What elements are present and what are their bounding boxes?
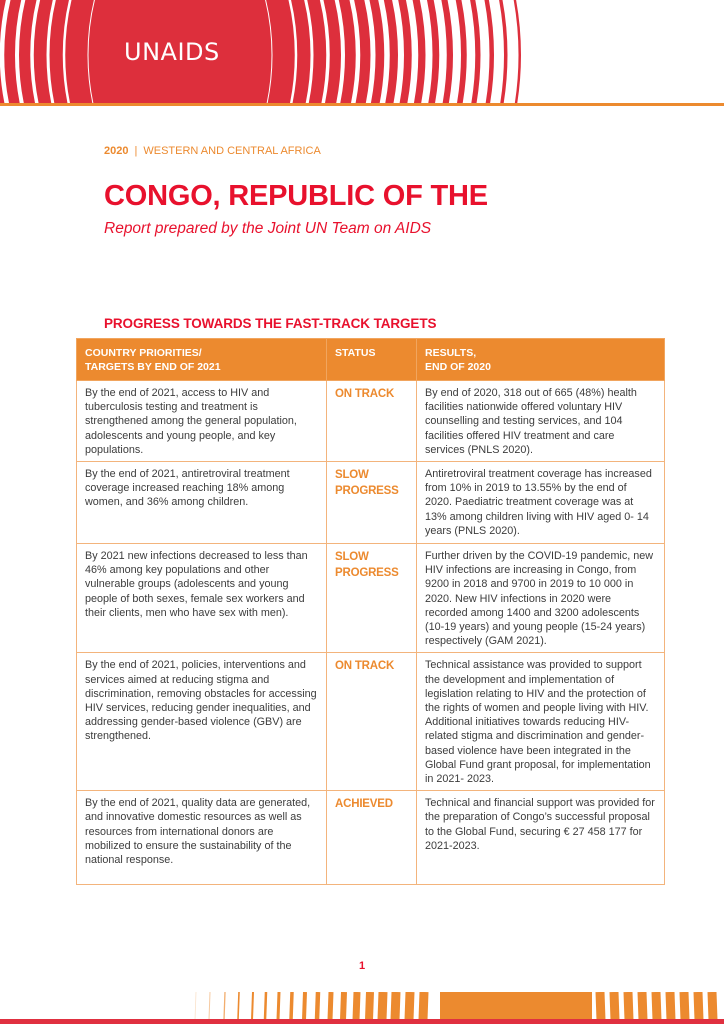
concentric-arcs-graphic (0, 0, 724, 103)
table-row (77, 381, 665, 462)
priority-cell: By the end of 2021, access to HIV and tuberculosis testing and treatment is strengthened among the general population, adolescents and young people, and key populations. (77, 381, 327, 462)
column-header-priorities: COUNTRY PRIORITIES/ TARGETS BY END OF 2021 (77, 339, 327, 381)
unaids-logo: UNAIDS (124, 38, 220, 66)
column-header-status: STATUS (327, 339, 417, 381)
header-banner (0, 0, 724, 103)
page-title: CONGO, REPUBLIC OF THE (104, 180, 488, 212)
table-row (77, 653, 665, 791)
status-badge: SLOW PROGRESS (327, 544, 417, 653)
result-cell: Technical assistance was provided to support the development and implementation of legislation relating to HIV and the protection of the rights of women and people living with HIV. Additional initiatives towards reducing HIV-related stigma and discrimination and gender-based violence have been integrated in the Global Fund grant proposal, for implementation in 2021- 2023. (417, 653, 665, 791)
column-header-results: RESULTS, END OF 2020 (417, 339, 665, 381)
header-divider (0, 103, 724, 106)
page-subtitle: Report prepared by the Joint UN Team on AIDS (104, 220, 432, 237)
priority-cell: By the end of 2021, policies, interventions and services aimed at reducing stigma and discrimination, removing obstacles for accessing HIV services, reducing gender inequalities, and addressing gender-based violence (GBV) are strengthened. (77, 653, 327, 791)
report-meta (104, 145, 321, 157)
result-cell: Antiretroviral treatment coverage has increased from 10% in 2019 to 13.55% by the end of 2020. Paediatric treatment coverage was at 13% among children living with HIV aged 0- 14 years (PNLS 2020). (417, 462, 665, 544)
status-badge: ON TRACK (327, 653, 417, 791)
result-cell: By end of 2020, 318 out of 665 (48%) health facilities nationwide offered voluntary HIV counselling and testing services, and 104 facilities offered HIV treatment and care services (PNLS 2020). (417, 381, 665, 462)
result-cell: Technical and financial support was provided for the preparation of Congo’s successful proposal to the Global Fund, securing € 27 458 177 for 2021-2023. (417, 791, 665, 885)
result-cell: Further driven by the COVID-19 pandemic, new HIV infections are increasing in Congo, from 9200 in 2018 and 9700 in 2019 to 10 000 in 2020. New HIV infections in 2020 were recorded among 1400 and 3200 adolescents (10-19 years) and young people (15-24 years) respectively (GAM 2021). (417, 544, 665, 653)
fast-track-targets-table (76, 338, 665, 885)
report-year: 2020 (104, 145, 129, 157)
table-header-row (77, 339, 665, 381)
status-badge: ACHIEVED (327, 791, 417, 885)
status-badge: ON TRACK (327, 381, 417, 462)
table-row (77, 544, 665, 653)
footer-divider (0, 1019, 724, 1024)
table-row (77, 791, 665, 885)
section-heading: PROGRESS TOWARDS THE FAST-TRACK TARGETS (104, 316, 437, 331)
priority-cell: By the end of 2021, antiretroviral treatment coverage increased reaching 18% among women, and 36% among children. (77, 462, 327, 544)
priority-cell: By the end of 2021, quality data are generated, and innovative domestic resources as well as resources from international donors are mobilized to ensure the sustainability of the national response. (77, 791, 327, 885)
priority-cell: By 2021 new infections decreased to less than 46% among key populations and other vulnerable groups (adolescents and young people of both sexes, female sex workers and their clients, men who have sex with men). (77, 544, 327, 653)
meta-separator: | (134, 145, 138, 157)
status-badge: SLOW PROGRESS (327, 462, 417, 544)
page-number: 1 (358, 960, 366, 972)
table-row (77, 462, 665, 544)
region-label: WESTERN AND CENTRAL AFRICA (143, 145, 321, 157)
